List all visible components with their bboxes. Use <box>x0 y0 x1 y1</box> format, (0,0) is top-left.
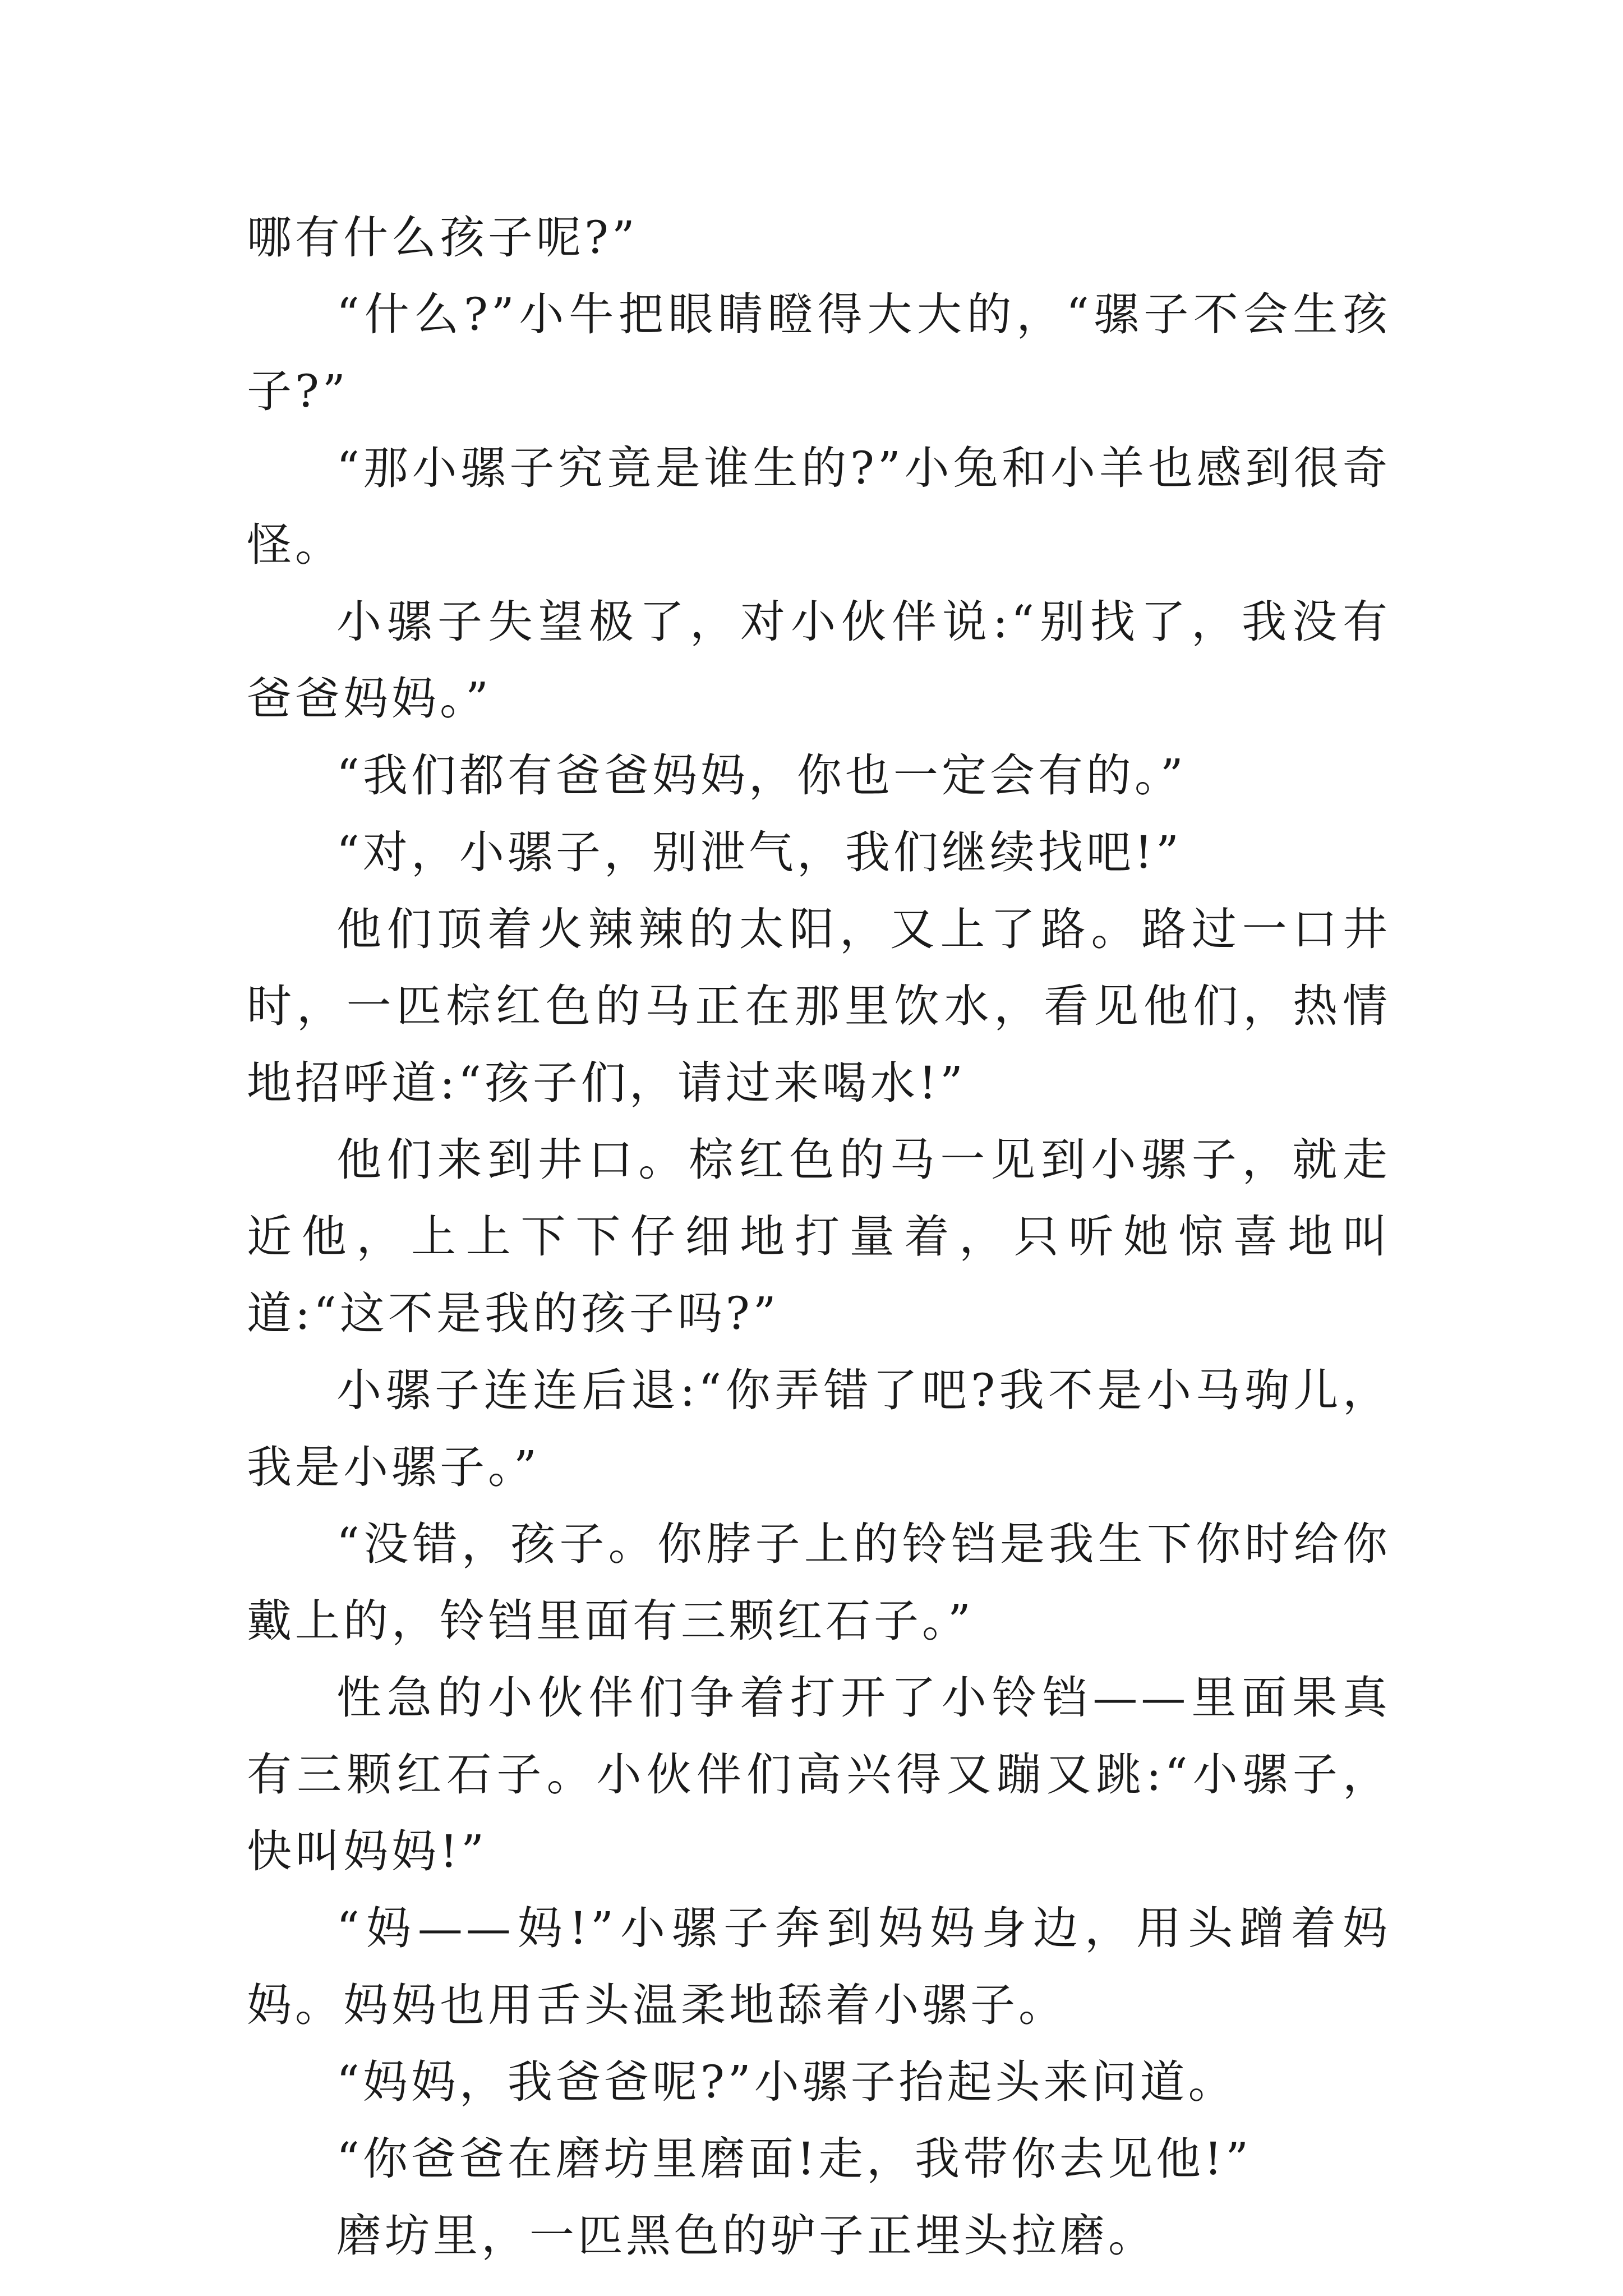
paragraph: 小骡子连连后退:“你弄错了吧?我不是小马驹儿，我是小骡子。” <box>247 1364 1391 1493</box>
story-text <box>247 199 1391 2274</box>
paragraph: “那小骡子究竟是谁生的?”小兔和小羊也感到很奇怪。 <box>247 442 1391 571</box>
paragraph: 磨坊里，一匹黑色的驴子正埋头拉磨。 <box>336 2210 1156 2262</box>
paragraph: “我们都有爸爸妈妈，你也一定会有的。” <box>336 749 1187 802</box>
paragraph: “妈——妈!”小骡子奔到妈妈身边，用头蹭着妈妈。妈妈也用舌头温柔地舔着小骡子。 <box>247 1902 1391 2031</box>
paragraph: 性急的小伙伴们争着打开了小铃铛——里面果真有三颗红石子。小伙伴们高兴得又蹦又跳:“小骡子，快叫妈妈!” <box>247 1672 1391 1878</box>
paragraph: 他们顶着火辣辣的太阳，又上了路。路过一口井时，一匹棕红色的马正在那里饮水，看见他们，热情地招呼道:“孩子们，请过来喝水!” <box>247 903 1391 1109</box>
paragraph: 哪有什么孩子呢?” <box>247 211 638 264</box>
paragraph: “对，小骡子，别泄气，我们继续找吧!” <box>336 826 1182 878</box>
paragraph: “什么?”小牛把眼睛瞪得大大的，“骡子不会生孩子?” <box>247 288 1391 417</box>
paragraph: 他们来到井口。棕红色的马一见到小骡子，就走近他，上上下下仔细地打量着，只听她惊喜地叫道:“这不是我的孩子吗?” <box>247 1134 1391 1340</box>
paragraph: 小骡子失望极了，对小伙伴说:“别找了，我没有爸爸妈妈。” <box>247 596 1391 725</box>
paragraph: “没错，孩子。你脖子上的铃铛是我生下你时给你戴上的，铃铛里面有三颗红石子。” <box>247 1518 1391 1647</box>
paragraph: “你爸爸在磨坊里磨面!走，我带你去见他!” <box>336 2133 1252 2185</box>
paragraph: “妈妈，我爸爸呢?”小骡子抬起头来问道。 <box>336 2056 1237 2108</box>
